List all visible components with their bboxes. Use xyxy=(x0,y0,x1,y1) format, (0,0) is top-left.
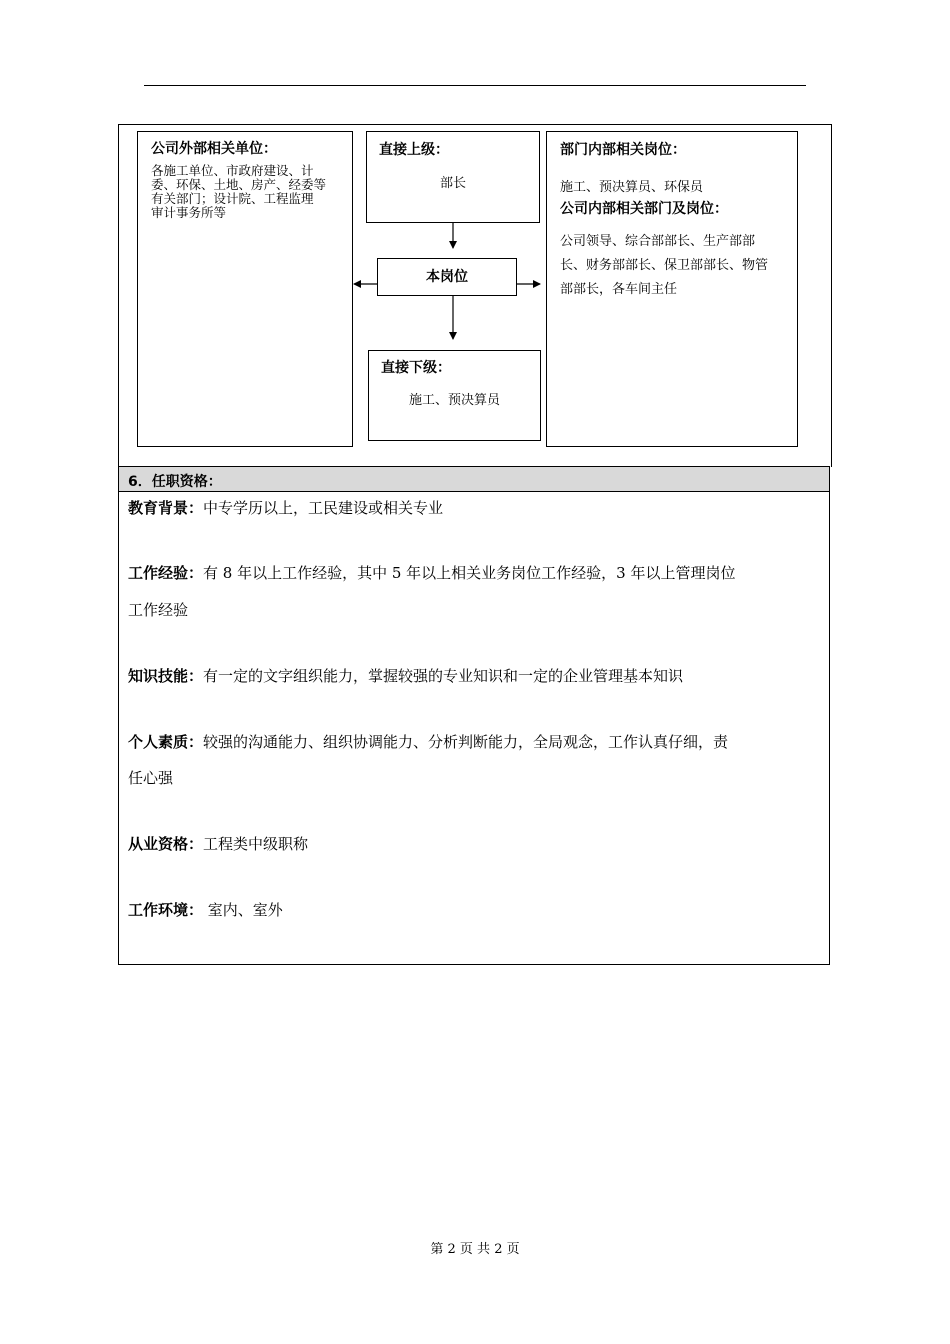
experience-line-2 xyxy=(128,599,188,620)
personal-quality-label: 个人素质： xyxy=(128,733,204,751)
environment-value: 室内、室外 xyxy=(203,901,283,919)
direct-superior-title: 直接上级： xyxy=(379,142,449,158)
company-internal-line: 公司领导、综合部部长、生产部部 xyxy=(560,234,756,249)
external-units-box xyxy=(137,131,353,447)
personal-quality-value: 较强的沟通能力、组织协调能力、分析判断能力，全局观念，工作认真仔细，责 xyxy=(203,733,729,751)
certification-value: 工程类中级职称 xyxy=(203,835,309,853)
experience-value-cont: 工作经验 xyxy=(128,601,189,619)
this-position-title: 本岗位 xyxy=(426,269,468,285)
company-internal-line: 部部长，各车间主任 xyxy=(560,282,678,297)
direct-superior-value: 部长 xyxy=(439,176,466,191)
external-units-line: 审计事务所等 xyxy=(151,205,227,220)
environment-line xyxy=(128,899,283,920)
direct-subordinate-value: 施工、预决算员 xyxy=(408,393,500,408)
external-units-line: 委、环保、土地、房产、经委等 xyxy=(151,177,327,192)
education-label: 教育背景： xyxy=(128,499,204,517)
company-internal-line: 长、财务部部长、保卫部部长、物管 xyxy=(560,258,769,273)
company-internal-title: 公司内部相关部门及岗位： xyxy=(560,201,728,217)
qualifications-section-title: 6．任职资格： xyxy=(128,474,222,490)
education-line xyxy=(128,497,443,518)
header-rule xyxy=(144,85,806,86)
internal-positions-box xyxy=(546,131,798,447)
external-units-line: 各施工单位、市政府建设、计 xyxy=(151,163,314,178)
skills-line xyxy=(128,665,683,686)
personal-quality-line-2 xyxy=(128,767,173,788)
direct-subordinate-box xyxy=(368,350,541,441)
internal-positions-title: 部门内部相关岗位： xyxy=(560,142,686,158)
personal-quality-line xyxy=(128,731,728,752)
external-units-title: 公司外部相关单位： xyxy=(151,141,277,157)
direct-subordinate-title: 直接下级： xyxy=(381,360,451,376)
page-footer: 第 2 页 共 2 页 xyxy=(430,1242,520,1257)
experience-line xyxy=(128,562,736,583)
this-position-box xyxy=(377,258,517,296)
internal-positions-value: 施工、预决算员、环保员 xyxy=(560,180,704,195)
direct-superior-box xyxy=(366,131,540,223)
experience-value: 有 8 年以上工作经验，其中 5 年以上相关业务岗位工作经验，3 年以上管理岗位 xyxy=(203,564,736,582)
environment-label: 工作环境： xyxy=(128,901,204,919)
external-units-line: 有关部门；设计院、工程监理 xyxy=(151,191,314,206)
experience-label: 工作经验： xyxy=(128,564,204,582)
skills-label: 知识技能： xyxy=(128,667,204,685)
qualifications-section-header xyxy=(118,466,830,492)
certification-line xyxy=(128,833,308,854)
certification-label: 从业资格： xyxy=(128,835,204,853)
skills-value: 有一定的文字组织能力，掌握较强的专业知识和一定的企业管理基本知识 xyxy=(203,667,684,685)
personal-quality-value-cont: 任心强 xyxy=(128,769,174,787)
education-value: 中专学历以上，工民建设或相关专业 xyxy=(203,499,444,517)
